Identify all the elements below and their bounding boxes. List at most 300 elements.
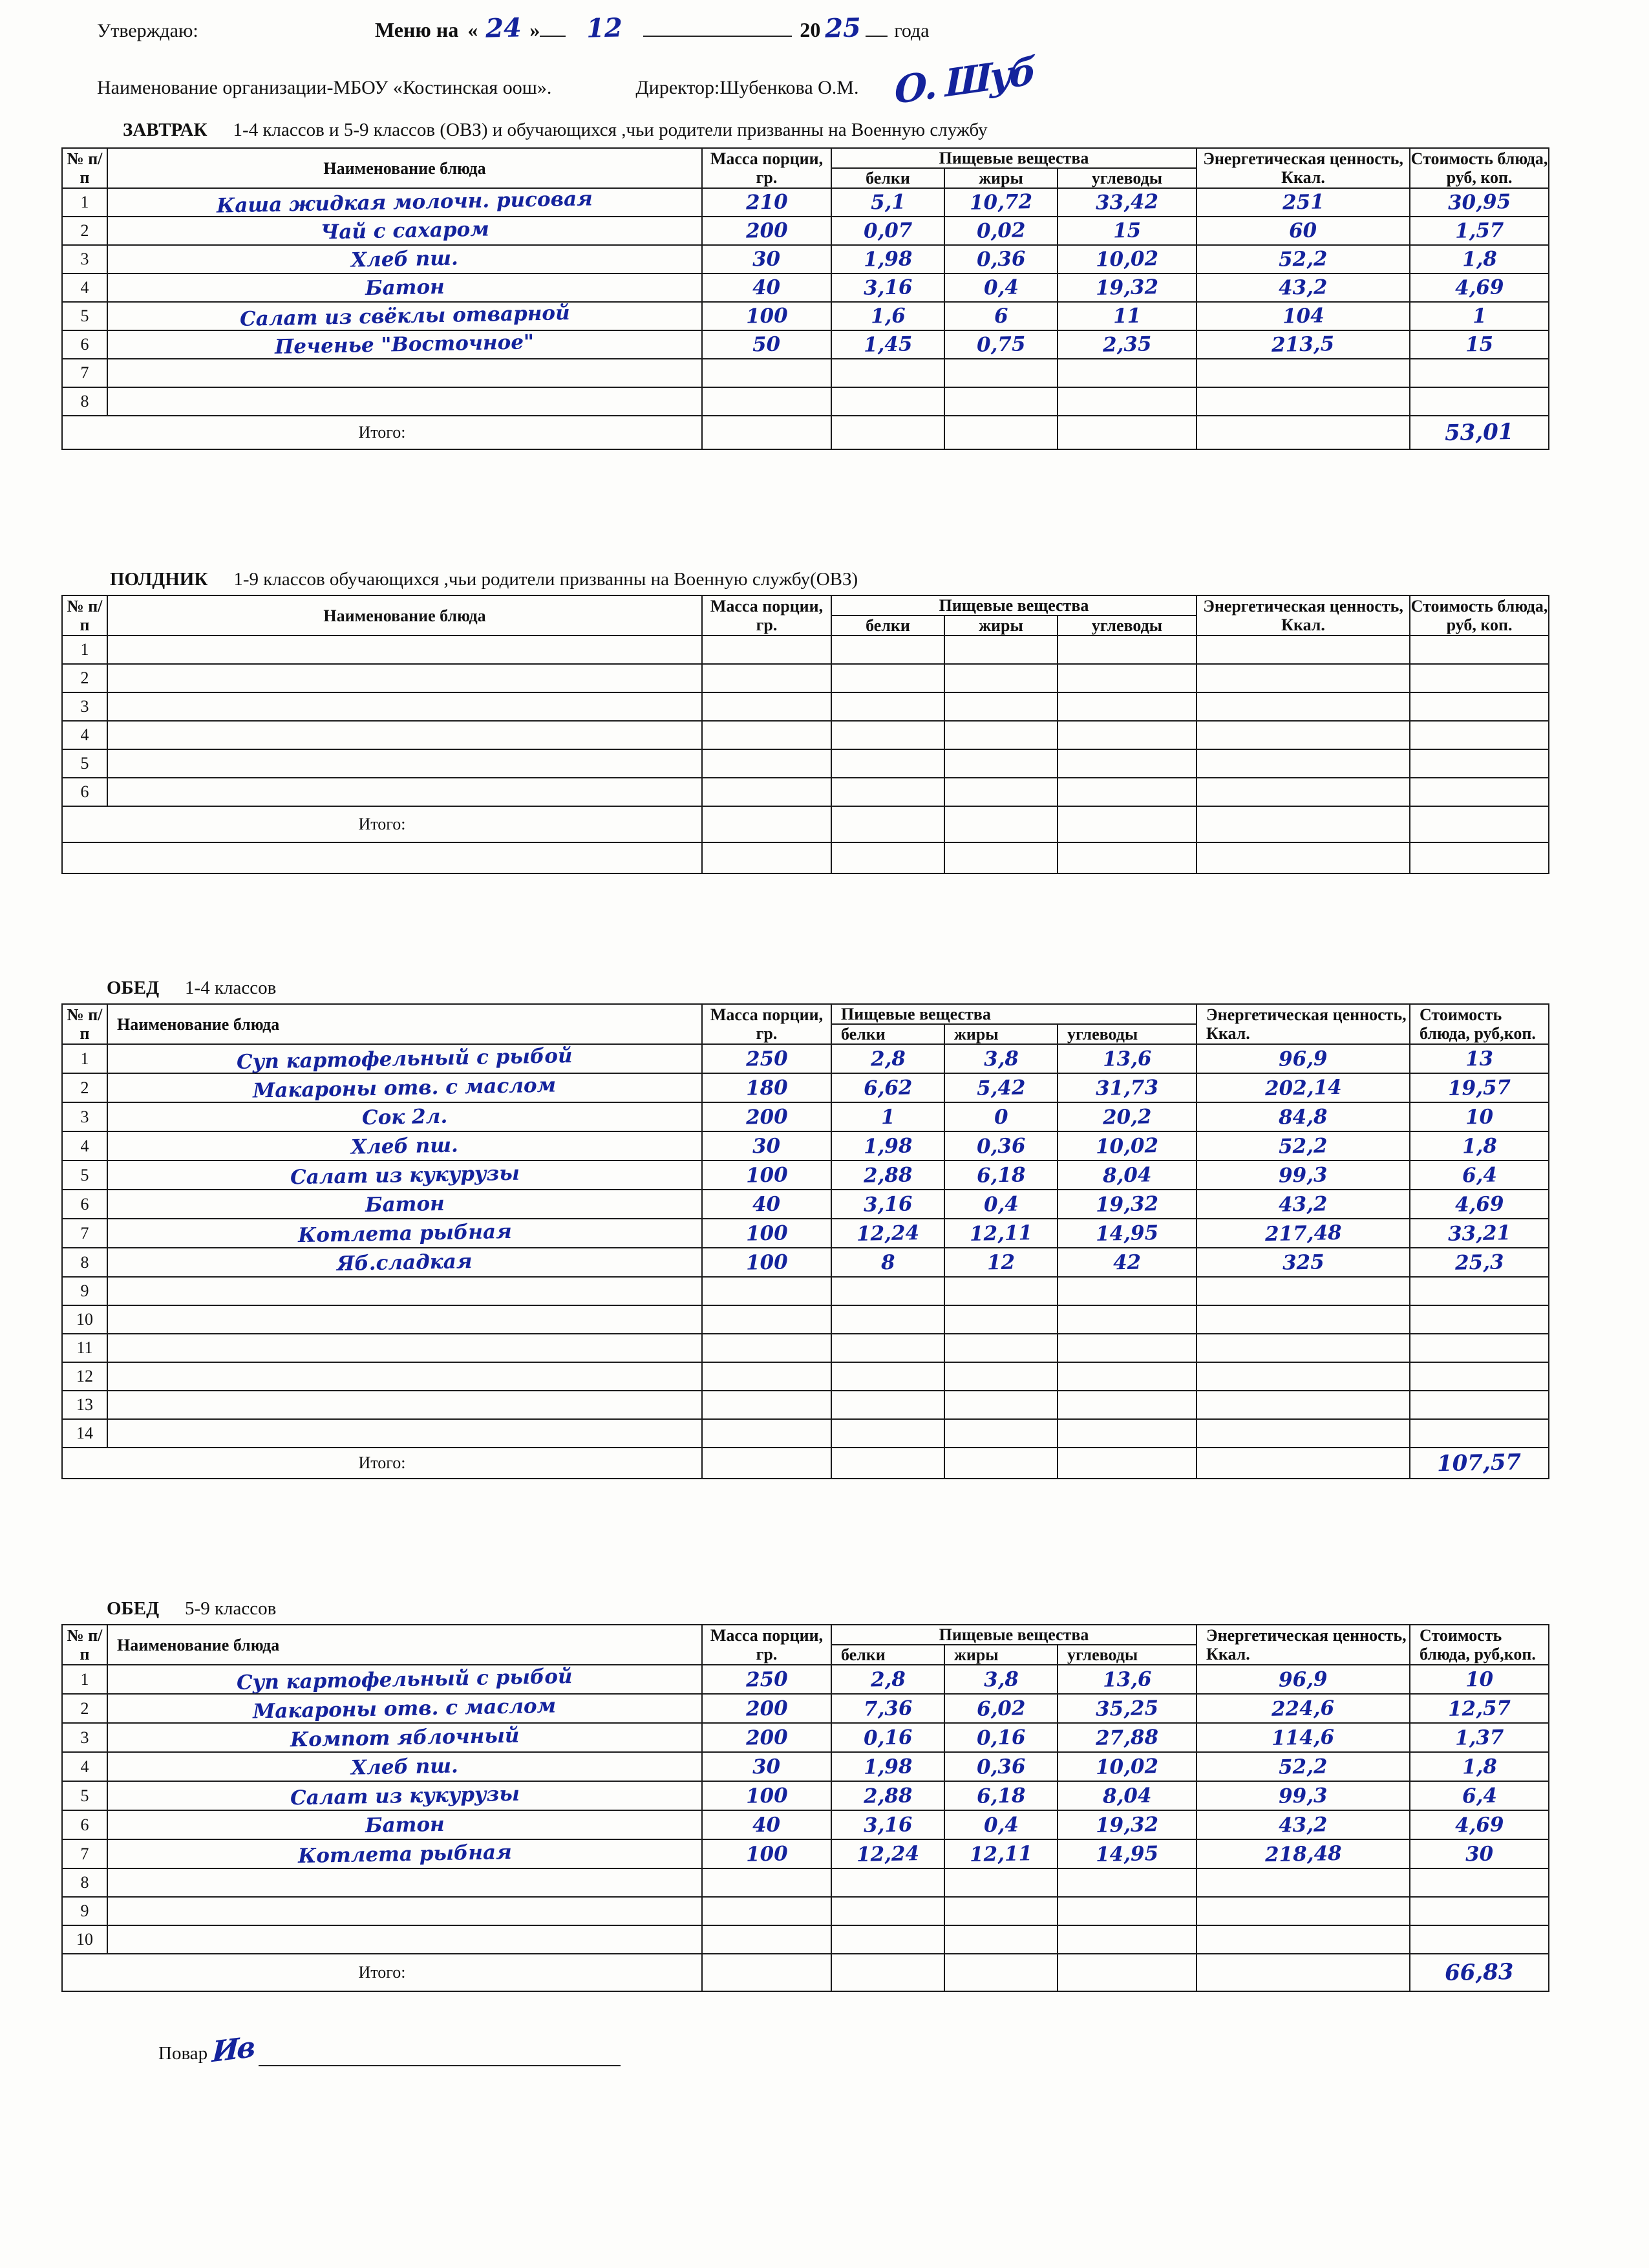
col-energy: Энергетическая ценность, Ккал. [1197, 595, 1410, 636]
dish-cost: 30,95 [1410, 188, 1549, 217]
dish-fats [944, 636, 1058, 664]
dish-energy: 52,2 [1197, 1752, 1410, 1781]
dish-proteins [831, 1277, 944, 1305]
section-title-lunch-5-9 [107, 1598, 276, 1620]
dish-fats: 3,8 [944, 1665, 1058, 1694]
dish-mass: 40 [702, 1810, 831, 1839]
row-number: 2 [62, 217, 107, 245]
col-name: Наименование блюда [107, 1625, 702, 1665]
table-row [62, 1073, 1549, 1102]
table-snack [61, 595, 1549, 874]
table-row [62, 692, 1549, 721]
table-row [62, 1925, 1549, 1954]
dish-cost [1410, 636, 1549, 664]
dish-energy: 43,2 [1197, 1810, 1410, 1839]
col-cost: Стоимость блюда, руб, коп. [1410, 595, 1549, 636]
dish-proteins: 1,98 [831, 1752, 944, 1781]
document-header: Утверждаю: Меню на « 24 » 12 20 25 года Наименование организации-МБОУ «Костинская оош». Директор:Шубенкова О.М. О. Шуб [97, 12, 1034, 113]
dish-name [107, 1419, 702, 1448]
dish-name: Хлеб пш. [107, 1752, 702, 1781]
table-row [62, 721, 1549, 749]
row-number: 11 [62, 1334, 107, 1362]
table-row [62, 1248, 1549, 1277]
section-subtitle-text: 1-4 классов [185, 978, 277, 998]
dish-proteins: 8 [831, 1248, 944, 1277]
table-row [62, 273, 1549, 302]
dish-proteins: 3,16 [831, 273, 944, 302]
dish-cost: 10 [1410, 1665, 1549, 1694]
dish-name: Батон [107, 1190, 702, 1219]
total-mass [702, 1448, 831, 1479]
total-label: Итого: [62, 806, 702, 842]
section-subtitle-text: 1-9 классов обучающихся ,чьи родители призванны на Военную службу(ОВЗ) [233, 569, 858, 590]
row-number: 6 [62, 1810, 107, 1839]
extra-cell [702, 842, 831, 873]
total-fats [944, 416, 1058, 449]
table-total-row [62, 1448, 1549, 1479]
dish-carbs [1058, 778, 1197, 806]
dish-mass [702, 721, 831, 749]
row-number: 3 [62, 692, 107, 721]
table-row [62, 778, 1549, 806]
dish-carbs: 14,95 [1058, 1219, 1197, 1248]
total-carbs [1058, 416, 1197, 449]
row-number: 2 [62, 1694, 107, 1723]
table-row [62, 302, 1549, 330]
dish-proteins: 7,36 [831, 1694, 944, 1723]
table-row [62, 1161, 1549, 1190]
dish-carbs: 19,32 [1058, 1190, 1197, 1219]
dish-fats: 3,8 [944, 1044, 1058, 1073]
dish-energy [1197, 1897, 1410, 1925]
dish-cost: 12,57 [1410, 1694, 1549, 1723]
col-num: № п/п [62, 148, 107, 188]
year-prefix: 20 [800, 18, 821, 41]
dish-proteins [831, 1362, 944, 1391]
dish-fats: 0,16 [944, 1723, 1058, 1752]
dish-name [107, 721, 702, 749]
dish-energy [1197, 778, 1410, 806]
row-number: 10 [62, 1925, 107, 1954]
table-row [62, 1694, 1549, 1723]
dish-cost [1410, 387, 1549, 416]
dish-carbs [1058, 1334, 1197, 1362]
dish-mass: 250 [702, 1044, 831, 1073]
dish-fats: 6,02 [944, 1694, 1058, 1723]
table-row [62, 1665, 1549, 1694]
dish-mass: 30 [702, 1752, 831, 1781]
table-header-row [62, 595, 1549, 615]
total-proteins [831, 806, 944, 842]
row-number: 5 [62, 302, 107, 330]
dish-carbs [1058, 1391, 1197, 1419]
dish-fats: 0,02 [944, 217, 1058, 245]
dish-name [107, 636, 702, 664]
dish-energy [1197, 692, 1410, 721]
dish-fats [944, 778, 1058, 806]
total-label: Итого: [62, 1448, 702, 1479]
dish-fats: 12,11 [944, 1219, 1058, 1248]
dish-mass [702, 1391, 831, 1419]
dish-mass: 100 [702, 1219, 831, 1248]
dish-proteins: 2,88 [831, 1781, 944, 1810]
row-number: 10 [62, 1305, 107, 1334]
section-subtitle-text: 1-4 классов и 5-9 классов (ОВЗ) и обучающихся ,чьи родители призванны на Военную службу [233, 120, 988, 140]
dish-energy [1197, 1362, 1410, 1391]
col-energy: Энергетическая ценность, Ккал. [1197, 1004, 1410, 1044]
dish-fats: 0,4 [944, 273, 1058, 302]
row-number: 7 [62, 1219, 107, 1248]
dish-energy [1197, 664, 1410, 692]
dish-energy: 52,2 [1197, 1131, 1410, 1161]
dish-proteins: 3,16 [831, 1190, 944, 1219]
dish-fats: 0,4 [944, 1190, 1058, 1219]
table-row [62, 1781, 1549, 1810]
dish-name [107, 1305, 702, 1334]
dish-proteins: 1,6 [831, 302, 944, 330]
dish-fats [944, 692, 1058, 721]
menu-title: Меню на [375, 18, 459, 41]
dish-proteins: 2,8 [831, 1665, 944, 1694]
col-carbs: углеводы [1058, 1645, 1197, 1665]
year-suffix: года [894, 20, 930, 41]
col-num: № п/п [62, 1625, 107, 1665]
dish-name [107, 359, 702, 387]
total-proteins [831, 416, 944, 449]
extra-cell [831, 842, 944, 873]
dish-mass [702, 1362, 831, 1391]
dish-fats: 12 [944, 1248, 1058, 1277]
dish-energy [1197, 387, 1410, 416]
dish-carbs: 20,2 [1058, 1102, 1197, 1131]
dish-cost: 13 [1410, 1044, 1549, 1073]
dish-mass [702, 778, 831, 806]
col-num: № п/п [62, 1004, 107, 1044]
dish-carbs: 13,6 [1058, 1044, 1197, 1073]
dish-fats: 0,36 [944, 245, 1058, 273]
dish-proteins [831, 664, 944, 692]
dish-name [107, 664, 702, 692]
dish-energy: 43,2 [1197, 273, 1410, 302]
table-row [62, 245, 1549, 273]
dish-proteins: 1,98 [831, 1131, 944, 1161]
dish-proteins [831, 1897, 944, 1925]
col-nutrients: Пищевые вещества [831, 1004, 1197, 1024]
col-cost: Стоимость блюда, руб, коп. [1410, 148, 1549, 188]
dish-name: Хлеб пш. [107, 245, 702, 273]
table-row [62, 636, 1549, 664]
row-number: 9 [62, 1277, 107, 1305]
col-carbs: углеводы [1058, 168, 1197, 188]
table-header-row [62, 148, 1549, 168]
dish-mass: 40 [702, 273, 831, 302]
cook-signature-block [158, 2030, 621, 2070]
dish-cost [1410, 1362, 1549, 1391]
cook-signature: Ив [211, 2030, 255, 2070]
dish-fats [944, 1897, 1058, 1925]
dish-mass [702, 1277, 831, 1305]
dish-name: Печенье "Восточное" [107, 330, 702, 359]
dish-carbs: 33,42 [1058, 188, 1197, 217]
dish-carbs [1058, 1362, 1197, 1391]
dish-cost: 4,69 [1410, 1190, 1549, 1219]
organization-name: Наименование организации-МБОУ «Костинская оош». [97, 77, 552, 98]
dish-name [107, 1391, 702, 1419]
section-title-text: ПОЛДНИК [110, 569, 208, 590]
dish-cost: 1,8 [1410, 245, 1549, 273]
dish-mass [702, 1419, 831, 1448]
section-title-lunch-1-4 [107, 978, 276, 999]
dish-energy: 84,8 [1197, 1102, 1410, 1131]
dish-carbs [1058, 636, 1197, 664]
dish-name [107, 1925, 702, 1954]
table-row [62, 664, 1549, 692]
dish-fats: 5,42 [944, 1073, 1058, 1102]
row-number: 6 [62, 778, 107, 806]
total-mass [702, 416, 831, 449]
total-energy [1197, 1448, 1410, 1479]
dish-fats: 6,18 [944, 1161, 1058, 1190]
dish-proteins [831, 1868, 944, 1897]
dish-name [107, 749, 702, 778]
dish-carbs: 35,25 [1058, 1694, 1197, 1723]
dish-name: Котлета рыбная [107, 1219, 702, 1248]
dish-carbs: 42 [1058, 1248, 1197, 1277]
total-mass [702, 1954, 831, 1991]
total-carbs [1058, 806, 1197, 842]
row-number: 7 [62, 1839, 107, 1868]
dish-fats: 10,72 [944, 188, 1058, 217]
col-carbs: углеводы [1058, 1024, 1197, 1044]
total-cost: 53,01 [1410, 416, 1549, 449]
dish-cost: 1,37 [1410, 1723, 1549, 1752]
dish-proteins [831, 1391, 944, 1419]
dish-name [107, 692, 702, 721]
row-number: 9 [62, 1897, 107, 1925]
dish-proteins [831, 636, 944, 664]
table-row [62, 1868, 1549, 1897]
row-number: 14 [62, 1419, 107, 1448]
dish-cost: 1,8 [1410, 1131, 1549, 1161]
col-name: Наименование блюда [107, 1004, 702, 1044]
total-cost: 66,83 [1410, 1954, 1549, 1991]
dish-mass [702, 664, 831, 692]
dish-cost [1410, 1868, 1549, 1897]
dish-carbs [1058, 749, 1197, 778]
dish-cost: 15 [1410, 330, 1549, 359]
col-nutrients: Пищевые вещества [831, 148, 1197, 168]
dish-name: Сок 2л. [107, 1102, 702, 1131]
col-fats: жиры [944, 1645, 1058, 1665]
dish-proteins [831, 749, 944, 778]
table-row [62, 749, 1549, 778]
dish-mass [702, 387, 831, 416]
dish-name: Каша жидкая молочн. рисовая [107, 188, 702, 217]
dish-carbs [1058, 664, 1197, 692]
dish-cost: 4,69 [1410, 273, 1549, 302]
dish-fats: 12,11 [944, 1839, 1058, 1868]
dish-energy: 99,3 [1197, 1781, 1410, 1810]
dish-name: Хлеб пш. [107, 1131, 702, 1161]
dish-carbs [1058, 1868, 1197, 1897]
row-number: 3 [62, 1102, 107, 1131]
dish-energy: 99,3 [1197, 1161, 1410, 1190]
dish-mass [702, 359, 831, 387]
dish-name: Салат из кукурузы [107, 1781, 702, 1810]
dish-fats [944, 1391, 1058, 1419]
dish-energy: 325 [1197, 1248, 1410, 1277]
dish-energy: 43,2 [1197, 1190, 1410, 1219]
total-fats [944, 806, 1058, 842]
total-energy [1197, 806, 1410, 842]
dish-proteins: 0,07 [831, 217, 944, 245]
dish-mass [702, 1868, 831, 1897]
dish-carbs: 2,35 [1058, 330, 1197, 359]
dish-energy: 202,14 [1197, 1073, 1410, 1102]
dish-proteins [831, 387, 944, 416]
dish-cost [1410, 1419, 1549, 1448]
row-number: 1 [62, 1044, 107, 1073]
dish-energy: 251 [1197, 188, 1410, 217]
dish-fats [944, 1277, 1058, 1305]
table-row [62, 1277, 1549, 1305]
table-row [62, 1362, 1549, 1391]
dish-mass [702, 749, 831, 778]
dish-name: Батон [107, 273, 702, 302]
total-energy [1197, 1954, 1410, 1991]
dish-fats [944, 387, 1058, 416]
table-lunch-1-4 [61, 1003, 1549, 1479]
row-number: 4 [62, 1131, 107, 1161]
dish-proteins: 1,98 [831, 245, 944, 273]
menu-month: 12 [586, 12, 623, 44]
row-number: 4 [62, 273, 107, 302]
dish-mass: 40 [702, 1190, 831, 1219]
dish-carbs: 11 [1058, 302, 1197, 330]
row-number: 4 [62, 721, 107, 749]
table-row [62, 1219, 1549, 1248]
dish-name: Суп картофельный с рыбой [107, 1044, 702, 1073]
dish-energy [1197, 1305, 1410, 1334]
total-carbs [1058, 1448, 1197, 1479]
row-number: 2 [62, 664, 107, 692]
dish-proteins: 12,24 [831, 1839, 944, 1868]
dish-proteins [831, 1305, 944, 1334]
dish-proteins: 3,16 [831, 1810, 944, 1839]
section-title-breakfast [123, 120, 988, 141]
dish-mass [702, 1925, 831, 1954]
dish-carbs: 10,02 [1058, 1752, 1197, 1781]
dish-carbs [1058, 1277, 1197, 1305]
dish-energy: 217,48 [1197, 1219, 1410, 1248]
total-mass [702, 806, 831, 842]
table-row [62, 1419, 1549, 1448]
dish-fats [944, 1868, 1058, 1897]
row-number: 12 [62, 1362, 107, 1391]
dish-fats [944, 1334, 1058, 1362]
approve-label: Утверждаю: [97, 20, 198, 41]
dish-name: Салат из кукурузы [107, 1161, 702, 1190]
dish-energy: 114,6 [1197, 1723, 1410, 1752]
dish-proteins: 0,16 [831, 1723, 944, 1752]
dish-cost [1410, 749, 1549, 778]
dish-energy [1197, 636, 1410, 664]
dish-cost: 25,3 [1410, 1248, 1549, 1277]
col-mass: Масса порции, гр. [702, 148, 831, 188]
dish-carbs: 14,95 [1058, 1839, 1197, 1868]
dish-mass [702, 636, 831, 664]
dish-name [107, 778, 702, 806]
col-cost: Стоимость блюда, руб,коп. [1410, 1004, 1549, 1044]
dish-name: Салат из свёклы отварной [107, 302, 702, 330]
dish-name: Яб.сладкая [107, 1248, 702, 1277]
dish-mass: 100 [702, 1161, 831, 1190]
dish-mass [702, 1305, 831, 1334]
row-number: 1 [62, 1665, 107, 1694]
table-header-row [62, 1625, 1549, 1645]
dish-mass: 30 [702, 245, 831, 273]
dish-energy: 52,2 [1197, 245, 1410, 273]
row-number: 8 [62, 1868, 107, 1897]
col-mass: Масса порции, гр. [702, 1004, 831, 1044]
table-row [62, 188, 1549, 217]
dish-cost: 10 [1410, 1102, 1549, 1131]
dish-cost [1410, 1277, 1549, 1305]
dish-fats: 0,75 [944, 330, 1058, 359]
dish-proteins: 12,24 [831, 1219, 944, 1248]
col-fats: жиры [944, 615, 1058, 636]
col-proteins: белки [831, 168, 944, 188]
table-breakfast [61, 147, 1549, 450]
dish-name: Компот яблочный [107, 1723, 702, 1752]
dish-energy [1197, 721, 1410, 749]
table-row [62, 359, 1549, 387]
dish-cost: 6,4 [1410, 1781, 1549, 1810]
total-label: Итого: [62, 416, 702, 449]
col-nutrients: Пищевые вещества [831, 595, 1197, 615]
dish-cost: 30 [1410, 1839, 1549, 1868]
dish-carbs: 19,32 [1058, 273, 1197, 302]
dish-mass: 200 [702, 1694, 831, 1723]
section-title-text: ОБЕД [107, 978, 160, 998]
dish-carbs [1058, 1419, 1197, 1448]
table-row [62, 1044, 1549, 1073]
dish-mass: 250 [702, 1665, 831, 1694]
dish-fats [944, 359, 1058, 387]
row-number: 6 [62, 330, 107, 359]
table-row [62, 1810, 1549, 1839]
table-total-row [62, 1954, 1549, 1991]
row-number: 7 [62, 359, 107, 387]
dish-name: Чай с сахаром [107, 217, 702, 245]
dish-proteins: 1,45 [831, 330, 944, 359]
col-energy: Энергетическая ценность, Ккал. [1197, 1625, 1410, 1665]
dish-mass [702, 1334, 831, 1362]
menu-day: 24 [485, 12, 522, 44]
dish-mass [702, 692, 831, 721]
dish-mass: 100 [702, 302, 831, 330]
dish-carbs [1058, 721, 1197, 749]
dish-energy [1197, 749, 1410, 778]
dish-name: Батон [107, 1810, 702, 1839]
extra-cell [1058, 842, 1197, 873]
director-signature: О. Шуб [895, 48, 1034, 113]
dish-carbs [1058, 1925, 1197, 1954]
total-cost [1410, 806, 1549, 842]
dish-fats: 6 [944, 302, 1058, 330]
table-row [62, 1190, 1549, 1219]
row-number: 1 [62, 188, 107, 217]
